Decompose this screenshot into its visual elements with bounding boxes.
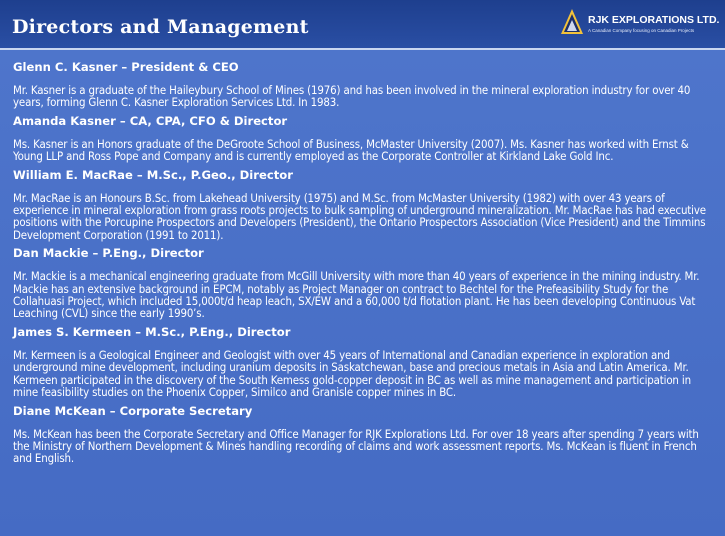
mountain-logo-icon bbox=[560, 8, 584, 36]
director-bio: Mr. MacRae is an Honours B.Sc. from Lakehead University (1975) and M.Sc. from McMaster University (1982) with over 43 years of experience in mineral exploration from grass roots projects to bulk sampling of underground mineralization. Mr. MacRae has had executive positions with the Porcupine Prospectors and Developers (President), the Ontario Prospectors Association (Vice President) and the Timmins Development Corporation (1991 to 2011). bbox=[13, 190, 706, 242]
director-entry bbox=[13, 114, 715, 163]
director-entry bbox=[13, 168, 715, 242]
director-entry bbox=[13, 246, 715, 320]
director-name: Dan Mackie – P.Eng., Director bbox=[13, 246, 204, 261]
director-name: Amanda Kasner – CA, CPA, CFO & Director bbox=[13, 113, 288, 128]
director-name: Glenn C. Kasner – President & CEO bbox=[13, 60, 239, 74]
director-bio: Mr. Kermeen is a Geological Engineer and Geologist with over 45 years of International and Canadian experience in exploration and underground mine development, including uranium deposits in Saskatchewan, base and precious metals in Asia and Latin America. Mr. Kermeen participated in the discovery of the South Kemess gold-copper deposit in BC as well as mine management and participation in mine feasibility studies on the Phoenix Copper, Similco and Granisle copper mines in BC. bbox=[13, 347, 691, 400]
director-name: James S. Kermeen – M.Sc., P.Eng., Director bbox=[13, 324, 291, 339]
company-logo bbox=[560, 8, 720, 42]
director-bio: Mr. Kasner is a graduate of the Haileybury School of Mines (1976) and has been involved in the mineral exploration industry for over 40 years, forming Glenn C. Kasner Exploration Services Ltd. In 1983. bbox=[13, 83, 691, 110]
logo-company-name: RJK EXPLORATIONS LTD. bbox=[588, 14, 720, 26]
director-entry bbox=[13, 325, 715, 399]
header-divider bbox=[0, 48, 725, 50]
header-band bbox=[0, 0, 725, 50]
director-bio: Ms. Kasner is an Honors graduate of the DeGroote School of Business, McMaster University (2007). Ms. Kasner has worked with Ernst & Young LLP and Ross Pope and Company and is currently employed as the Corporate Controller at Kirkland Lake Gold Inc. bbox=[13, 136, 689, 164]
page-title: Directors and Management bbox=[12, 16, 309, 38]
director-bio: Ms. McKean has been the Corporate Secretary and Office Manager for RJK Explorations Ltd. For over 18 years after spending 7 years with the Ministry of Northern Development & Mines handling recording of claims and work assessment reports. Ms. McKean is fluent in French and English. bbox=[13, 426, 699, 466]
logo-tagline: A Canadian Company focusing on Canadian Projects bbox=[588, 28, 695, 33]
directors-list bbox=[13, 60, 715, 470]
director-entry bbox=[13, 404, 715, 465]
director-name: Diane McKean – Corporate Secretary bbox=[13, 403, 253, 418]
director-entry bbox=[13, 60, 715, 109]
director-name: William E. MacRae – M.Sc., P.Geo., Director bbox=[13, 167, 293, 182]
director-bio: Mr. Mackie is a mechanical engineering graduate from McGill University with more than 40 years of experience in the mining industry. Mr. Mackie has an extensive background in EPCM, notably as Project Manager on contract to Bechtel for the Prefeasibility Study for the Collahuasi Project, which included 15,000t/d heap leach, SX/EW and a 60,000 t/d flotation plant. He has been developing Continuous Vat Leaching (CVL) since the early 1990’s. bbox=[13, 269, 700, 321]
